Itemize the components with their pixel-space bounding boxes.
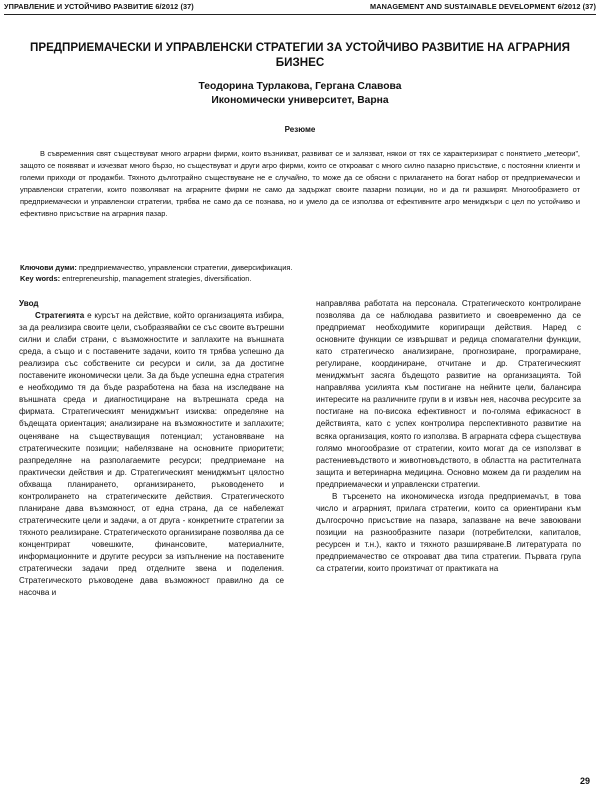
lead-term: Стратегията	[35, 311, 85, 321]
section-heading-intro: Увод	[19, 299, 39, 308]
keywords-bg-label: Ключови думи:	[20, 263, 77, 272]
abstract-text: В съвременния свят съществуват много аграрни фирми, които възникват, развиват се и залязват, някои от тях се характеризират с понятието „метеори”, защото се появяват и изчезват много бързо, но съществуват и други агро фирми, които се откроават с много силно пазарно присъствие, с постоянни клиенти и големи приходи от продажби. Тяхното дълготрайно съществуване не е случайно, то може да се обясни с прилагането на богат набор от предприемачески и управленски стратегии, които позволяват на аграрните фирми не само да задържат своите пазарни позиции, но и да ги разширят. Многообразието от предприемачески и управленски стратегии, трябва не само да се познава, но и умело да се използва от ефективните агро мениджъри с цел по устойчиво и ефективно присъствие на аграрния пазар.	[20, 149, 580, 219]
keywords-block	[20, 262, 580, 284]
running-header	[4, 2, 596, 14]
article-title: ПРЕДПРИЕМАЧЕСКИ И УПРАВЛЕНСКИ СТРАТЕГИИ ЗА УСТОЙЧИВО РАЗВИТИЕ НА АГРАРНИЯ БИЗНЕС	[30, 41, 570, 69]
keywords-en	[20, 273, 580, 284]
page-number: 29	[579, 776, 590, 786]
body-paragraph: В търсенето на икономическа изгода предприемачът, в това число и аграрният, прилага стратегии, които са ориентирани към дългосрочно присъствие на пазара, запазване на вече завоювани позиции на разнообразните пазари (потребителски, капиталов, ресурсен и т.н.), както и тяхното разширяване.В литературата по предприемачество се откроават два типа стратегии. Първата група са стратегии, които произтичат от практиката на	[316, 491, 581, 574]
body-paragraph	[19, 310, 284, 599]
keywords-en-label: Key words:	[20, 274, 61, 283]
keywords-en-text: entrepreneurship, management strategies, diversification.	[60, 274, 252, 283]
journal-title-en: MANAGEMENT AND SUSTAINABLE DEVELOPMENT 6/2012 (37)	[370, 2, 596, 11]
keywords-bg	[20, 262, 580, 273]
keywords-bg-text: предприемачество, управленски стратегии, диверсификация.	[76, 263, 293, 272]
header-divider	[4, 14, 596, 15]
body-column-right	[316, 298, 581, 575]
body-column-left	[19, 298, 284, 599]
abstract-heading: Резюме	[284, 125, 316, 134]
paragraph-text: е курсът на действие, който организацията избира, за да реализира своите цели, съобразявайки се със своите вътрешни силни и слаби страни, с възможностите и заплахите на външната среда, а също и с поставените задачи, които тя трябва успешно да реализира със собствените си ресурси и сили, за да достигне поставените икономически цели. За да бъде успешна една стратегия е необходимо тя да бъде разработена на база на изследване на външната среда и диагностициране на вътрешната среда на фирмата. Стратегическият мениджмънт изисква: определяне на бъдещата ориентация; анализиране на възможностите и заплахите; оценяване на съществуващия потенциал; установяване на стратегическите позиции; набелязване на основните приоритети; разпределяне на разполагаемите ресурси; предприемане на практически действия и др. Стратегическият мениджмънт цялостно обхваща планирането, организирането, ръководенето и контролирането на стратегическите действия. Стратегическото планиране дава възможност, от една страна, да се набележат стратегическите цели и задачи, а от друга - конкретните стратегии за тяхното реализиране. Стратегическото организиране позволява да се концентрират човешките, финансовите, материалните, информационните и другите ресурси за изпълнение на поставените стратегически задачи пред отделните звена и поделения. Стратегическото ръководене дава възможност правилно да се насочва и	[19, 311, 284, 598]
authors: Теодорина Турлакова, Гергана Славова	[198, 81, 402, 92]
affiliation: Икономически университет, Варна	[211, 95, 389, 106]
body-paragraph: направлява работата на персонала. Стратегическото контролиране позволява да се наблюдава развитието и своевременно да се предприемат необходимите коригиращи действия. Наред с основните функции се извършват и редица спомагателни функции, като стратегическо анализиране, прогнозиране, програмиране, регулиране, координиране, отчитане и др. Стратегическият мениджмънт засяга бъдещото развитие на организацията. Той направлява усилията към постигане на нейните цели, балансира интересите на различните групи в и извън нея, насочва ресурсите за постигане на по-висока ефективност и по-голяма ефикасност в действията, като с успех контролира перспективното развитие на всяка организация, която го използва. В аграрната сфера съществува голямо многообразие от стратегии, които могат да се използват в растениевъдството и животновъдството, в областта на растителната защита и ветеринарна медицина. Основно можем да ги разделим на предприемачески и управленски стратегии.	[316, 299, 581, 489]
journal-title-bg: УПРАВЛЕНИЕ И УСТОЙЧИВО РАЗВИТИЕ 6/2012 (37)	[4, 2, 194, 11]
